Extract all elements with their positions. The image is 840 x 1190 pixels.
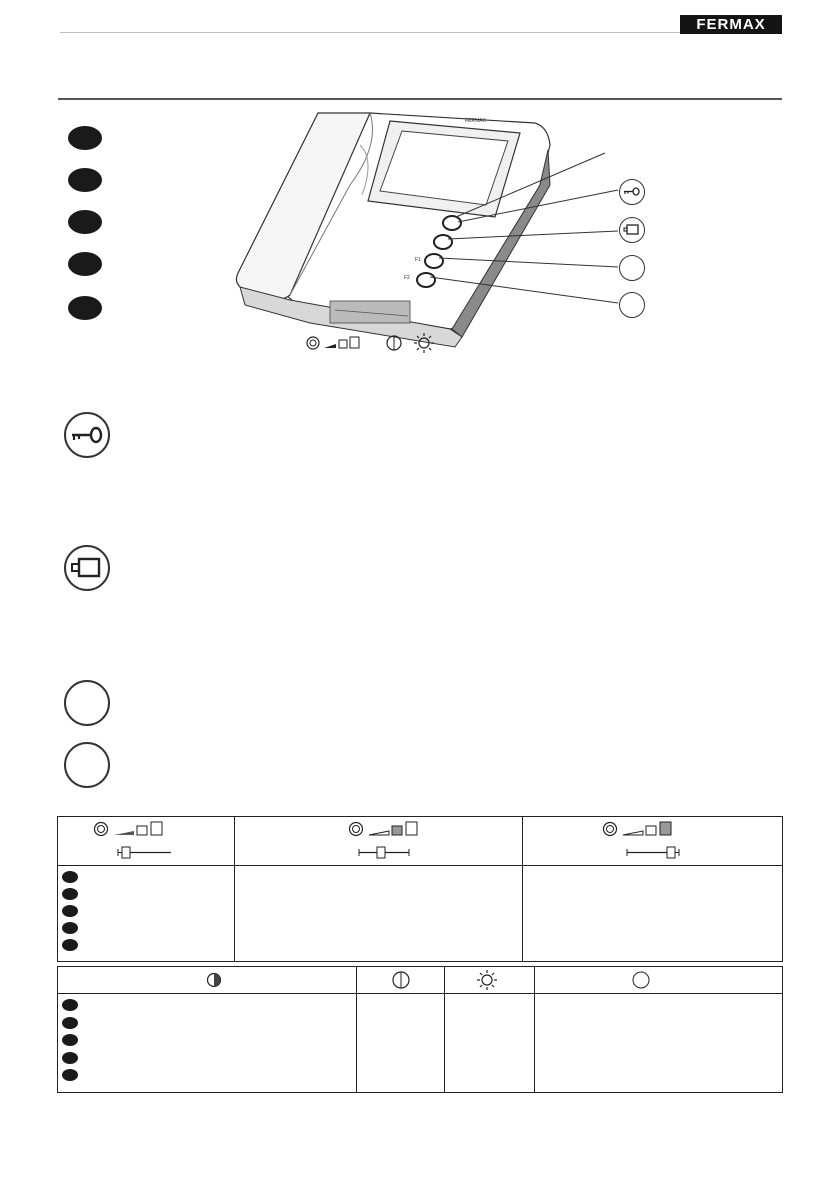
language-marker [62, 939, 78, 951]
button-label-f1: F1 [415, 257, 421, 263]
brand-text: FERMAX [696, 16, 766, 33]
brightness-header [445, 967, 535, 994]
key-icon [64, 412, 110, 458]
blank-circle-icon [619, 292, 645, 318]
description-camera [130, 552, 770, 612]
language-marker-5 [68, 296, 102, 320]
language-marker-2 [68, 168, 102, 192]
key-icon [619, 179, 645, 205]
language-marker [62, 1017, 78, 1029]
language-marker [62, 999, 78, 1011]
brightness-cell [445, 994, 535, 1093]
language-marker [62, 1034, 78, 1046]
description-f2 [130, 752, 770, 782]
volume-high-header [523, 817, 783, 866]
language-marker [62, 888, 78, 900]
language-marker [62, 1069, 78, 1081]
brightness-icon [445, 968, 535, 992]
image-table [57, 966, 783, 1093]
language-marker [62, 922, 78, 934]
blank-circle-icon [64, 680, 110, 726]
description-f1 [130, 690, 770, 720]
volume-mid-cell [235, 866, 523, 962]
blank-circle-icon [64, 742, 110, 788]
language-marker [62, 871, 78, 883]
language-marker [62, 1052, 78, 1064]
section-divider [58, 98, 782, 100]
blank-circle-icon [535, 968, 783, 992]
svg-text:FERMAX: FERMAX [465, 118, 486, 124]
contrast-icon [357, 968, 445, 992]
language-marker-1 [68, 126, 102, 150]
language-marker-3 [68, 210, 102, 234]
contrast-brightness-icon [58, 968, 357, 992]
contrast-brightness-header [58, 967, 357, 994]
function-cell [535, 994, 783, 1093]
volume-low-header [58, 817, 235, 866]
volume-table [57, 816, 783, 962]
language-marker-4 [68, 252, 102, 276]
language-marker [62, 905, 78, 917]
blank-circle-icon [619, 255, 645, 281]
volume-low-cell [58, 866, 235, 962]
button-label-f2: F2 [404, 275, 410, 281]
function-header [535, 967, 783, 994]
top-divider [60, 32, 680, 33]
camera-icon [64, 545, 110, 591]
volume-mid-header [235, 817, 523, 866]
contrast-brightness-cell [58, 994, 357, 1093]
monitor-illustration [230, 105, 650, 360]
volume-high-cell [523, 866, 783, 962]
contrast-cell [357, 994, 445, 1093]
brand-logo [680, 15, 782, 34]
description-key [130, 420, 770, 480]
camera-icon [619, 217, 645, 243]
contrast-header [357, 967, 445, 994]
